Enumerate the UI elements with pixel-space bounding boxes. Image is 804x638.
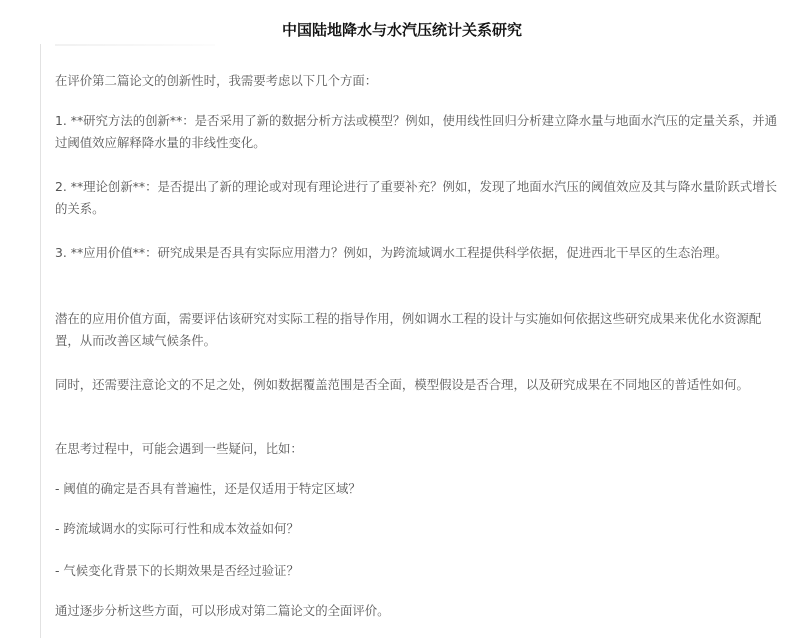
paragraph-shortcomings: 同时，还需要注意论文的不足之处，例如数据覆盖范围是否全面，模型假设是否合理，以及研究成果在不同地区的普适性如何。 [55, 377, 749, 392]
faded-previous-text [55, 44, 215, 46]
paragraph-potential-value: 潜在的应用价值方面，需要评估该研究对实际工程的指导作用，例如调水工程的设计与实施如何依据这些研究成果来优化水资源配置，从而改善区域气候条件。 [55, 311, 762, 348]
question-climate-change: - 气候变化背景下的长期效果是否经过验证？ [55, 563, 299, 578]
page-title: 中国陆地降水与水汽压统计关系研究 [281, 21, 522, 39]
paragraph-questions-intro: 在思考过程中，可能会遇到一些疑问，比如： [55, 441, 303, 456]
paragraph-method-innovation: 1. **研究方法的创新**：是否采用了新的数据分析方法或模型？例如，使用线性回归分析建立降水量与地面水汽压的定量关系，并通过阈值效应解释降水量的非线性变化。 [55, 113, 778, 150]
question-water-transfer: - 跨流域调水的实际可行性和成本效益如何？ [55, 521, 299, 536]
paragraph-intro: 在评价第二篇论文的创新性时，我需要考虑以下几个方面： [55, 73, 378, 88]
response-body [40, 44, 787, 638]
paragraph-theory-innovation: 2. **理论创新**：是否提出了新的理论或对现有理论进行了重要补充？例如，发现了地面水汽压的阈值效应及其与降水量阶跃式增长的关系。 [55, 179, 778, 216]
paragraph-application-value: 3. **应用价值**：研究成果是否具有实际应用潜力？例如，为跨流域调水工程提供科学依据，促进西北干旱区的生态治理。 [55, 245, 728, 260]
paragraph-conclusion: 通过逐步分析这些方面，可以形成对第二篇论文的全面评价。 [55, 603, 390, 618]
question-threshold: - 阈值的确定是否具有普遍性，还是仅适用于特定区域？ [55, 481, 361, 496]
